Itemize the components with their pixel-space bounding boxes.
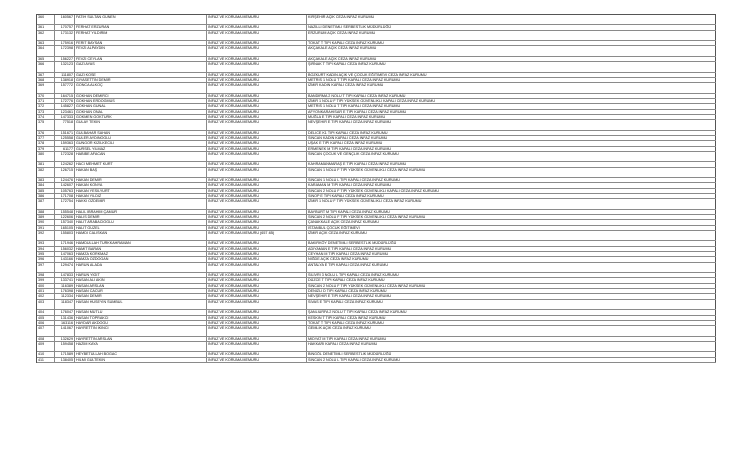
table-row [37,120,716,130]
row-number-cell: 399 [37,278,55,282]
full-name-cell: HALIL IBRAHIM ÇAMUR [75,210,207,214]
job-title-cell: INFAZ VE KORUMA MEMURU [207,162,307,166]
row-number-cell: 406 [37,321,55,325]
institution-cell: İZMİR 1 NOLU F TİPİ YÜKSEK GÜVENLİKLİ KAPALI CEZA İNFAZ KURUMU [307,99,716,103]
institution-cell: ŞANLIURFA 2 NOLU T TİPİ KAPALI CEZA İNFAZ KURUMU [307,310,716,314]
full-name-cell: GOKHAN ONAL [75,110,207,114]
staff-id-cell: 122606 [55,215,75,219]
row-number-cell: 409 [37,342,55,351]
row-number-cell: 401 [37,289,55,293]
full-name-cell: HASAN ARSLAN [75,284,207,288]
institution-cell: TOKAT T TİPİ KAPALI CEZA İNFAZ KURUMU [307,321,716,325]
job-title-cell: INFAZ VE KORUMA MEMURU [207,294,307,298]
row-number-cell: 375 [37,120,55,129]
institution-cell: SİLİVRİ 3 NOLU L TİPİ KAPALI CEZA İNFAZ KURUMU [307,273,716,277]
row-number-cell: 388 [37,210,55,214]
row-number-cell: 380 [37,152,55,161]
staff-id-cell: 164715 [55,94,75,98]
institution-cell: İZMİR AÇIK CEZA İNFAZ KURUMU [307,231,716,240]
table-row [37,199,716,209]
row-number-cell: 386 [37,194,55,198]
row-number-cell: 400 [37,284,55,288]
table-row [37,152,716,162]
row-number-cell: 385 [37,189,55,193]
full-name-cell: GAZI KOSE [75,73,207,77]
row-number-cell: 376 [37,131,55,135]
full-name-cell: HALIT GUZEL [75,226,207,230]
full-name-cell: HAYRETTIN IKINCI [75,326,207,335]
row-number-cell: 393 [37,241,55,245]
table-row [37,326,716,336]
institution-cell: SİNCAN 2 NOLU F TİPİ YÜKSEK GÜVENLİKLİ KAPALI CEZA İNFAZ KURUMU [307,189,716,193]
row-number-cell: 407 [37,326,55,335]
institution-cell: MİDYAT M TİPİ KAPALI CEZA İNFAZ KURUMU [307,337,716,341]
row-number-cell: 390 [37,220,55,224]
job-title-cell: INFAZ VE KORUMA MEMURU [207,220,307,224]
institution-cell: DENİZLİ D TİPİ KAPALI CEZA İNFAZ KURUMU [307,289,716,293]
staff-id-cell: 111807 [55,73,75,77]
job-title-cell: INFAZ VE KORUMA MEMURU [207,46,307,55]
job-title-cell: INFAZ VE KORUMA MEMURU [207,152,307,161]
staff-id-cell: 173132 [55,31,75,40]
institution-cell: KESKİN T TİPİ KAPALI CEZA İNFAZ KURUMU [307,316,716,320]
staff-id-cell: 125558 [55,136,75,140]
institution-cell: SİNCAN ÇOCUK VE GENÇLİK CEZA İNFAZ KURUMU [307,152,716,161]
row-number-cell: 382 [37,168,55,177]
row-number-cell: 370 [37,94,55,98]
table-row [37,83,716,93]
job-title-cell: INFAZ VE KORUMA MEMURU [207,15,307,24]
job-title-cell: INFAZ VE KORUMA MEMURU [207,136,307,140]
institution-cell: BANDIRMA 2 NOLU T TİPİ KAPALI CEZA İNFAZ KURUMU [307,94,716,98]
staff-id-cell: 163116 [55,321,75,325]
full-name-cell: HAYRETTIN ARSLAN [75,337,207,341]
staff-id-cell: 112334 [55,294,75,298]
job-title-cell: INFAZ VE KORUMA MEMURU [207,289,307,293]
staff-id-cell: 118347 [55,300,75,309]
staff-id-cell: 141067 [55,326,75,335]
table-row [37,358,716,363]
institution-cell: İZMİR 1 NOLU F TİPİ YÜKSEK GÜVENLİKLİ CEZA İNFAZ KURUMU [307,199,716,208]
full-name-cell: HACI MEHMET KURT [75,162,207,166]
full-name-cell: HAMZA KORKMAZ [75,252,207,256]
table-row [37,31,716,41]
staff-id-cell: 171708 [55,194,75,198]
staff-id-cell: 147333 [55,115,75,119]
full-name-cell: HAKAN YILDIZ [75,194,207,198]
job-title-cell: INFAZ VE KORUMA MEMURU [207,31,307,40]
institution-cell: HAKKARİ KAPALI CEZA İNFAZ KURUMU [307,342,716,351]
staff-id-cell: 138918 [55,78,75,82]
staff-id-cell: 124476 [55,178,75,182]
institution-cell: SİNCAN KADIN KAPALI CEZA İNFAZ KURUMU [307,136,716,140]
job-title-cell: INFAZ VE KORUMA MEMURU [207,104,307,108]
institution-cell: CEYHAN M TİPİ KAPALI CEZA İNFAZ KURUMU [307,252,716,256]
job-title-cell: INFAZ VE KORUMA MEMURU [207,99,307,103]
staff-id-cell: 143166 [55,257,75,261]
institution-cell: AKÇAKALE AÇIK CEZA İNFAZ KURUMU [307,46,716,55]
job-title-cell: INFAZ VE KORUMA MEMURU [207,120,307,129]
institution-cell: SİNCAN 1 NOLU F TİPİ YÜKSEK GÜVENLİKLİ CEZA İNFAZ KURUMU [307,168,716,177]
full-name-cell: HASAN ALI AKIN [75,278,207,282]
row-number-cell: 365 [37,57,55,61]
institution-cell: ERZURUM AÇIK CEZA İNFAZ KURUMU [307,31,716,40]
job-title-cell: INFAZ VE KORUMA MEMURU [207,352,307,356]
institution-cell: ADIYAMAN E TİPİ KAPALI CEZA İNFAZ KURUMU [307,247,716,251]
full-name-cell: HASAN TOPRAKCI [75,316,207,320]
row-number-cell: 361 [37,25,55,29]
full-name-cell: FERHAT YILDIRIM [75,31,207,40]
job-title-cell: INFAZ VE KORUMA MEMURU [207,257,307,261]
institution-cell: NAZİLLİ DENETİMLİ SERBESTLİK MÜDÜRLÜĞÜ [307,25,716,29]
institution-cell: ŞIRNAK T TİPİ KAPALI CEZA İNFAZ KURUMU [307,62,716,71]
staff-id-cell: 172398 [55,46,75,55]
row-number-cell: 395 [37,252,55,256]
staff-id-cell: 159363 [55,141,75,145]
job-title-cell: INFAZ VE KORUMA MEMURU [207,189,307,193]
staff-id-cell: 155548 [55,210,75,214]
full-name-cell: GIYASETTIN DEMIR [75,78,207,82]
institution-cell: AKÇAKALE AÇIK CEZA İNFAZ KURUMU [307,57,716,61]
full-name-cell: FERHAT ERZURAN [75,25,207,29]
full-name-cell: HAMDULLAH TURKKAHRAMAN [75,241,207,245]
staff-id-cell: 151671 [55,131,75,135]
row-number-cell: 360 [37,15,55,24]
job-title-cell: INFAZ VE KORUMA MEMURU [207,215,307,219]
staff-id-cell: 61177 [55,147,75,151]
job-title-cell: INFAZ VE KORUMA MEMURU [207,316,307,320]
full-name-cell: HILMI GULTEKIN [75,358,207,362]
row-number-cell: 363 [37,41,55,45]
staff-id-cell: 157772 [55,83,75,92]
job-title-cell: INFAZ VE KORUMA MEMURU [207,321,307,325]
row-number-cell: 379 [37,147,55,151]
institution-cell: ERMENEK M TİPİ KAPALI CEZA İNFAZ KURUMU [307,147,716,151]
staff-id-cell: 171589 [55,352,75,356]
row-number-cell: 364 [37,46,55,55]
staff-id-cell: 176047 [55,310,75,314]
row-number-cell: 408 [37,337,55,341]
job-title-cell: INFAZ VE KORUMA MEMURU [207,310,307,314]
full-name-cell: FERIT BAYSAN [75,41,207,45]
job-title-cell: INFAZ VE KORUMA MEMURU [207,25,307,29]
job-title-cell: INFAZ VE KORUMA MEMURU [207,342,307,351]
row-number-cell: 396 [37,257,55,261]
full-name-cell: HARUN ALADA [75,263,207,272]
row-number-cell: 373 [37,110,55,114]
row-number-cell: 402 [37,294,55,298]
institution-cell: ANTALYA E TİPİ KAPALI CEZA İNFAZ KURUMU [307,263,716,272]
table-row [37,46,716,56]
job-title-cell: INFAZ VE KORUMA MEMURU [207,41,307,45]
staff-id-cell: 172754 [55,199,75,208]
job-title-cell: INFAZ VE KORUMA MEMURU [207,337,307,341]
row-number-cell: 372 [37,104,55,108]
full-name-cell: HAZIM KAYA [75,342,207,351]
institution-cell: GEMLİK AÇIK CEZA İNFAZ KURUMU [307,326,716,335]
institution-cell: KARAMAN M TİPİ KAPALI CEZA İNFAZ KURUMU [307,183,716,187]
row-number-cell: 394 [37,247,55,251]
full-name-cell: HEYBETULLAH BOGAC [75,352,207,356]
full-name-cell: HASAN HUSEYIN SUMBUL [75,300,207,309]
staff-id-cell: 132123 [55,62,75,71]
staff-id-cell: 170757 [55,25,75,29]
staff-id-cell: 123461 [55,110,75,114]
staff-id-cell: 145827 [55,104,75,108]
row-number-cell: 367 [37,73,55,77]
job-title-cell: INFAZ VE KORUMA MEMURU [207,147,307,151]
institution-cell: İZMİR KADIN KAPALI CEZA İNFAZ KURUMU [307,83,716,92]
row-number-cell: 387 [37,199,55,208]
full-name-cell: GULAY TEKIN [75,120,207,129]
institution-cell: BAKIRKÖY DENETİMLİ SERBESTLİK MÜDÜRLÜĞÜ [307,241,716,245]
row-number-cell: 378 [37,141,55,145]
job-title-cell: INFAZ VE KORUMA MEMURU [207,94,307,98]
institution-cell: TOKAT T TİPİ KAPALI CEZA İNFAZ KURUMU [307,41,716,45]
institution-cell: AFYONKARAHİSAR E TİPİ KAPALI CEZA İNFAZ KURUMU [307,110,716,114]
staff-id-cell: 126715 [55,168,75,177]
job-title-cell: INFAZ VE KORUMA MEMURU [207,358,307,362]
job-title-cell: INFAZ VE KORUMA MEMURU [207,110,307,114]
full-name-cell: GOKHAN ERDOGMUS [75,99,207,103]
job-title-cell: INFAZ VE KORUMA MEMURU [207,183,307,187]
row-number-cell: 391 [37,226,55,230]
table-row [37,300,716,310]
full-name-cell: HASAN DEMIR [75,294,207,298]
full-name-cell: GULBAHAR SAHAN [75,131,207,135]
full-name-cell: HALIT ARABACIOGLU [75,220,207,224]
full-name-cell: HARUN YIGIT [75,273,207,277]
job-title-cell: INFAZ VE KORUMA MEMURU [207,57,307,61]
staff-id-cell: 133741 [55,278,75,282]
staff-id-cell: 171946 [55,241,75,245]
staff-id-cell: 105763 [55,189,75,193]
job-title-cell: INFAZ VE KORUMA MEMURU [207,241,307,245]
staff-id-cell: 172328 [55,152,75,161]
row-number-cell: 371 [37,99,55,103]
institution-cell: BİNGÖL DENETİMLİ SERBESTLİK MÜDÜRLÜĞÜ [307,352,716,356]
table-row [37,263,716,273]
institution-cell: ÇANAKKALE AÇIK CEZA İNFAZ KURUMU [307,220,716,224]
institution-cell: SİNCAN 1 NOLU L TİPİ KAPALI CEZA İNFAZ KURUMU [307,178,716,182]
institution-cell: MUĞLA E TİPİ KAPALI CEZA İNFAZ KURUMU [307,115,716,119]
row-number-cell: 369 [37,83,55,92]
row-number-cell: 384 [37,183,55,187]
row-number-cell: 404 [37,310,55,314]
full-name-cell: GULER AYDINOGLU [75,136,207,140]
job-title-cell: INFAZ VE KORUMA MEMURU [207,247,307,251]
staff-id-cell: 77518 [55,120,75,129]
full-name-cell: HAMZA OZDOGAN [75,257,207,261]
personnel-table [36,14,716,363]
full-name-cell: FEVZI CEYLAN [75,57,207,61]
institution-cell: KAHRAMANMARAŞ E TİPİ KAPALI CEZA İNFAZ KURUMU [307,162,716,166]
full-name-cell: HAMIT BARAN [75,247,207,251]
full-name-cell: HAKKI OZDEMIR [75,199,207,208]
row-number-cell: 403 [37,300,55,309]
table-row [37,342,716,352]
full-name-cell: FATIH SULTAN GUNEN [75,15,207,24]
staff-id-cell: 172776 [55,99,75,103]
row-number-cell: 381 [37,162,55,166]
full-name-cell: GOKHAN DEMIRCI [75,94,207,98]
staff-id-cell: 138405 [55,358,75,362]
row-number-cell: 368 [37,78,55,82]
job-title-cell: INFAZ VE KORUMA MEMURU [207,83,307,92]
row-number-cell: 362 [37,31,55,40]
institution-cell: DELİCE K1 TİPİ KAPALI CEZA İNFAZ KURUMU [307,131,716,135]
table-row [37,168,716,178]
job-title-cell: INFAZ VE KORUMA MEMURU [207,131,307,135]
job-title-cell: INFAZ VE KORUMA MEMURU [207,73,307,77]
job-title-cell: INFAZ VE KORUMA MEMURU [207,252,307,256]
full-name-cell: GOKMEN GOKTURK [75,115,207,119]
row-number-cell: 392 [37,231,55,240]
full-name-cell: HAYDAR AKDOGU [75,321,207,325]
full-name-cell: HAKAN BAŞ [75,168,207,177]
institution-cell: NEVŞEHİR E TİPİ KAPALI CEZA İNFAZ KURUMU [307,294,716,298]
staff-id-cell: 116389 [55,284,75,288]
staff-id-cell: 157340 [55,220,75,224]
row-number-cell: 374 [37,115,55,119]
job-title-cell: INFAZ VE KORUMA MEMURU [207,141,307,145]
staff-id-cell: 124262 [55,162,75,166]
full-name-cell: HASAN MUTLU [75,310,207,314]
table-row [37,62,716,72]
full-name-cell: HASAN CACUR [75,289,207,293]
institution-cell: SİNOP E TİPİ KAPALI CEZA İNFAZ KURUMU [307,194,716,198]
full-name-cell: HABIBE AFACAN [75,152,207,161]
job-title-cell: INFAZ VE KORUMA MEMURU [207,300,307,309]
institution-cell: BAYBURT M TİPİ KAPALI CEZA İNFAZ KURUMU [307,210,716,214]
staff-id-cell: 147833 [55,273,75,277]
full-name-cell: HAMDI CALISKAN [75,231,207,240]
full-name-cell: HAKAN DEMIR [75,178,207,182]
full-name-cell: HALIS DEMIR [75,215,207,219]
staff-id-cell: 147063 [55,252,75,256]
institution-cell: NEVŞEHİR E TİPİ KAPALI CEZA İNFAZ KURUMU [307,120,716,129]
job-title-cell: INFAZ VE KORUMA MEMURU [207,62,307,71]
staff-id-cell: 156032 [55,247,75,251]
row-number-cell: 383 [37,178,55,182]
staff-id-cell: 165105 [55,226,75,230]
full-name-cell: GOKHAN GUNAL [75,104,207,108]
job-title-cell: INFAZ VE KORUMA MEMURU [207,194,307,198]
institution-cell: NİĞDE AÇIK CEZA İNFAZ KURUMU [307,257,716,261]
institution-cell: SİNCAN 2 NOLU F TİPİ YÜKSEK GÜVENLİKLİ CEZA İNFAZ KURUMU [307,215,716,219]
job-title-cell: INFAZ VE KORUMA MEMURU [207,178,307,182]
staff-id-cell: 159458 [55,342,75,351]
institution-cell: METRİS 1 NOLU T TİPİ KAPALI CEZA İNFAZ KURUMU [307,78,716,82]
job-title-cell: INFAZ VE KORUMA MEMURU [207,273,307,277]
full-name-cell: HAKAN KONYA [75,183,207,187]
staff-id-cell: 175916 [55,41,75,45]
job-title-cell: INFAZ VE KORUMA MEMURU [207,199,307,208]
institution-cell: DÜZCE T TİPİ KAPALI CEZA İNFAZ KURUMU [307,278,716,282]
full-name-cell: FEVZI ALPAYDIN [75,46,207,55]
job-title-cell: INFAZ VE KORUMA MEMURU [207,263,307,272]
full-name-cell: GUNGOR KIZILKECILI [75,141,207,145]
row-number-cell: 405 [37,316,55,320]
row-number-cell: 389 [37,215,55,219]
staff-id-cell: 155803 [55,231,75,240]
job-title-cell: INFAZ VE KORUMA MEMURU [207,284,307,288]
full-name-cell: GURSEL YILMAZ [75,147,207,151]
institution-cell: BOZKURT KADIN AÇIK VE ÇOCUK EĞİTİMEVİ CEZA İNFAZ KURUMU [307,73,716,77]
staff-id-cell: 176398 [55,289,75,293]
job-title-cell: INFAZ VE KORUMA MEMURU [207,278,307,282]
institution-cell: KIRŞEHİR AÇIK CEZA İNFAZ KURUMU [307,15,716,24]
table-row [37,231,716,241]
job-title-cell: INFAZ VE KORUMA MEMURU (657 4B) [207,231,307,240]
staff-id-cell: 142607 [55,183,75,187]
institution-cell: SİNCAN 2 NOLU L TİPİ KAPALI CEZA İNFAZ KURUMU [307,358,716,362]
job-title-cell: INFAZ VE KORUMA MEMURU [207,115,307,119]
staff-id-cell: 156227 [55,57,75,61]
row-number-cell: 397 [37,263,55,272]
job-title-cell: INFAZ VE KORUMA MEMURU [207,226,307,230]
institution-cell: SİVAS E TİPİ KAPALI CEZA İNFAZ KURUMU [307,300,716,309]
staff-id-cell: 160567 [55,15,75,24]
row-number-cell: 366 [37,62,55,71]
full-name-cell: GAZI AYAS [75,62,207,71]
institution-cell: İSTANBUL ÇOCUK EĞİTİMEVİ [307,226,716,230]
full-name-cell: HAKAN YESILYURT [75,189,207,193]
staff-id-cell: 129474 [55,263,75,272]
job-title-cell: INFAZ VE KORUMA MEMURU [207,210,307,214]
row-number-cell: 411 [37,358,55,362]
row-number-cell: 410 [37,352,55,356]
institution-cell: METRİS 1 NOLU T TİPİ KAPALI CEZA İNFAZ KURUMU [307,104,716,108]
row-number-cell: 398 [37,273,55,277]
job-title-cell: INFAZ VE KORUMA MEMURU [207,168,307,177]
institution-cell: UŞAK E TİPİ KAPALI CEZA İNFAZ KURUMU [307,141,716,145]
row-number-cell: 377 [37,136,55,140]
staff-id-cell: 131436 [55,316,75,320]
institution-cell: SİNCAN 2 NOLU F TİPİ YÜKSEK GÜVENLİKLİ CEZA İNFAZ KURUMU [307,284,716,288]
full-name-cell: GONCA ALKOÇ [75,83,207,92]
job-title-cell: INFAZ VE KORUMA MEMURU [207,78,307,82]
table-row [37,15,716,25]
staff-id-cell: 132629 [55,337,75,341]
job-title-cell: INFAZ VE KORUMA MEMURU [207,326,307,335]
